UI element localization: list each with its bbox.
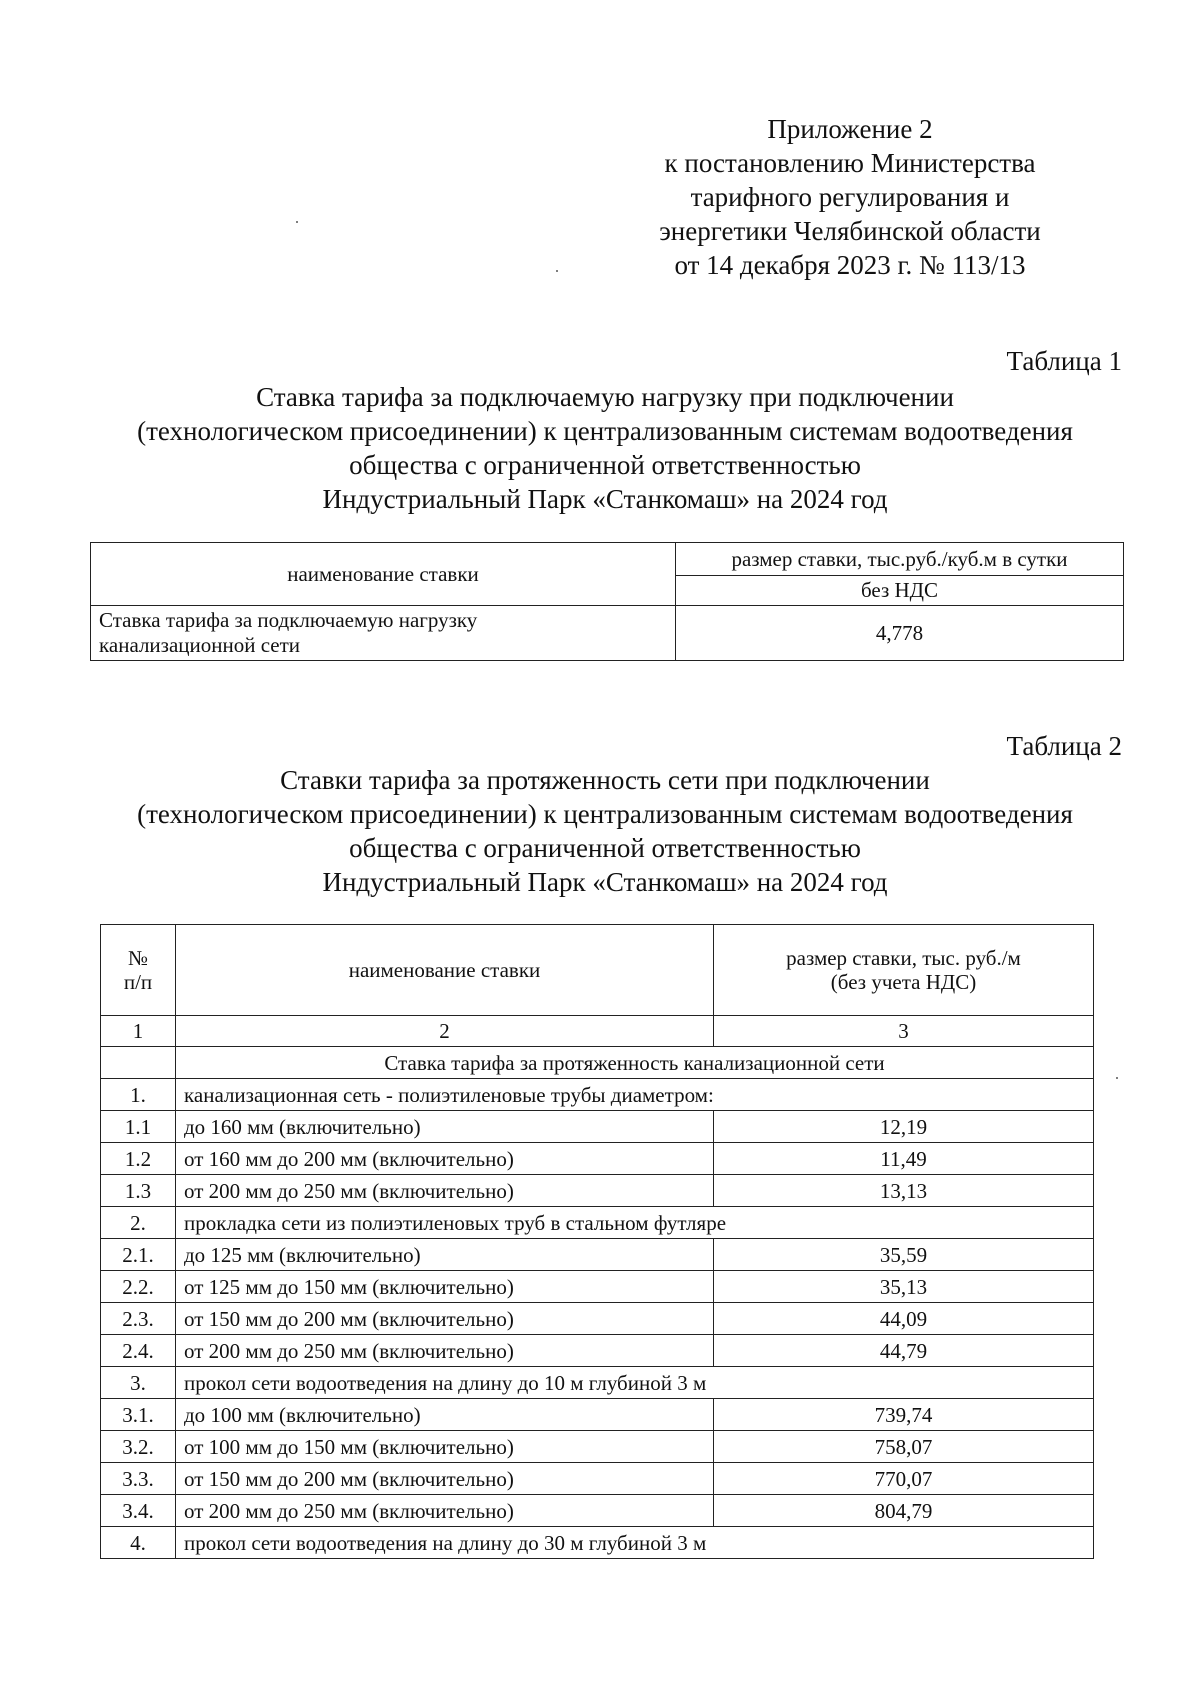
appendix-header xyxy=(640,112,1060,282)
table2-header-size-line: (без учета НДС) xyxy=(830,970,977,994)
row-number: 3.4. xyxy=(101,1495,176,1527)
scan-speck xyxy=(296,221,298,223)
row-number: 2.2. xyxy=(101,1271,176,1303)
row-group-name: прокладка сети из полиэтиленовых труб в стальном футляре xyxy=(176,1207,1094,1239)
table2-colnum: 3 xyxy=(714,1016,1094,1047)
row-value: 804,79 xyxy=(714,1495,1094,1527)
table2-colnum: 2 xyxy=(176,1016,714,1047)
scan-speck xyxy=(1116,1077,1118,1079)
row-value: 739,74 xyxy=(714,1399,1094,1431)
table-row xyxy=(101,1175,1094,1207)
table-row xyxy=(101,1271,1094,1303)
table2-header-size-line: размер ставки, тыс. руб./м xyxy=(786,946,1021,970)
table-row xyxy=(101,1527,1094,1559)
row-value: 13,13 xyxy=(714,1175,1094,1207)
table1-row-name xyxy=(91,606,676,661)
table-row xyxy=(101,1143,1094,1175)
table-row xyxy=(101,1079,1094,1111)
appendix-line: энергетики Челябинской области xyxy=(659,216,1041,246)
row-number: 1.2 xyxy=(101,1143,176,1175)
table1-title xyxy=(80,380,1130,516)
row-name: от 100 мм до 150 мм (включительно) xyxy=(176,1431,714,1463)
row-name: от 200 мм до 250 мм (включительно) xyxy=(176,1335,714,1367)
row-group-name: прокол сети водоотведения на длину до 10 м глубиной 3 м xyxy=(176,1367,1094,1399)
row-value: 770,07 xyxy=(714,1463,1094,1495)
table2-title-line: общества с ограниченной ответственностью xyxy=(349,833,861,863)
row-number: 1.3 xyxy=(101,1175,176,1207)
appendix-line: от 14 декабря 2023 г. № 113/13 xyxy=(674,250,1026,280)
table-row xyxy=(101,1335,1094,1367)
table-row xyxy=(101,1239,1094,1271)
row-number: 2. xyxy=(101,1207,176,1239)
row-name: до 125 мм (включительно) xyxy=(176,1239,714,1271)
table1-header-sub: без НДС xyxy=(676,575,1124,605)
table1 xyxy=(90,542,1124,661)
table-row xyxy=(101,1495,1094,1527)
row-name: от 125 мм до 150 мм (включительно) xyxy=(176,1271,714,1303)
row-name: до 160 мм (включительно) xyxy=(176,1111,714,1143)
row-name: от 160 мм до 200 мм (включительно) xyxy=(176,1143,714,1175)
appendix-line: Приложение 2 xyxy=(767,114,933,144)
table-row xyxy=(101,1399,1094,1431)
appendix-line: тарифного регулирования и xyxy=(690,182,1010,212)
table1-row-name-line: канализационной сети xyxy=(99,633,301,657)
row-value: 758,07 xyxy=(714,1431,1094,1463)
table1-row-name-line: Ставка тарифа за подключаемую нагрузку xyxy=(99,608,478,632)
table2-label: Таблица 2 xyxy=(1006,731,1122,761)
table2-section-title: Ставка тарифа за протяженность канализационной сети xyxy=(176,1047,1094,1079)
table2-title xyxy=(80,763,1130,899)
table2-header-no-line: № xyxy=(127,946,149,970)
row-name: от 150 мм до 200 мм (включительно) xyxy=(176,1463,714,1495)
table2-title-line: (технологическом присоединении) к централизованным системам водоотведения xyxy=(137,799,1073,829)
table1-header-size: размер ставки, тыс.руб./куб.м в сутки xyxy=(676,543,1124,576)
table2-colnum: 1 xyxy=(101,1016,176,1047)
row-number: 3.3. xyxy=(101,1463,176,1495)
row-number: 2.4. xyxy=(101,1335,176,1367)
row-name: от 150 мм до 200 мм (включительно) xyxy=(176,1303,714,1335)
table-row xyxy=(101,1367,1094,1399)
table-row xyxy=(101,1111,1094,1143)
table2 xyxy=(100,924,1094,1559)
row-value: 44,79 xyxy=(714,1335,1094,1367)
row-name: от 200 мм до 250 мм (включительно) xyxy=(176,1495,714,1527)
table2-section-empty xyxy=(101,1047,176,1079)
row-number: 1.1 xyxy=(101,1111,176,1143)
table1-header-name: наименование ставки xyxy=(91,543,676,606)
row-number: 2.1. xyxy=(101,1239,176,1271)
table2-body xyxy=(101,1079,1094,1559)
table2-header-no-line: п/п xyxy=(123,970,153,994)
row-number: 1. xyxy=(101,1079,176,1111)
row-value: 11,49 xyxy=(714,1143,1094,1175)
row-number: 3.1. xyxy=(101,1399,176,1431)
table2-header-size xyxy=(714,925,1094,1016)
row-value: 35,59 xyxy=(714,1239,1094,1271)
row-value: 44,09 xyxy=(714,1303,1094,1335)
appendix-line: к постановлению Министерства xyxy=(664,148,1036,178)
table1-row-value: 4,778 xyxy=(676,606,1124,661)
table1-title-line: общества с ограниченной ответственностью xyxy=(349,450,861,480)
row-group-name: канализационная сеть - полиэтиленовые трубы диаметром: xyxy=(176,1079,1094,1111)
table-row xyxy=(101,1431,1094,1463)
row-number: 3. xyxy=(101,1367,176,1399)
row-value: 35,13 xyxy=(714,1271,1094,1303)
row-number: 3.2. xyxy=(101,1431,176,1463)
row-group-name: прокол сети водоотведения на длину до 30 м глубиной 3 м xyxy=(176,1527,1094,1559)
table2-header-no xyxy=(101,925,176,1016)
table2-title-line: Ставки тарифа за протяженность сети при подключении xyxy=(280,765,930,795)
table1-title-line: (технологическом присоединении) к централизованным системам водоотведения xyxy=(137,416,1073,446)
scan-speck xyxy=(556,270,558,272)
table2-header-name: наименование ставки xyxy=(176,925,714,1016)
table1-title-line: Ставка тарифа за подключаемую нагрузку при подключении xyxy=(256,382,954,412)
row-name: до 100 мм (включительно) xyxy=(176,1399,714,1431)
row-number: 4. xyxy=(101,1527,176,1559)
table-row xyxy=(101,1463,1094,1495)
row-value: 12,19 xyxy=(714,1111,1094,1143)
table-row xyxy=(101,1207,1094,1239)
row-name: от 200 мм до 250 мм (включительно) xyxy=(176,1175,714,1207)
table2-title-line: Индустриальный Парк «Станкомаш» на 2024 год xyxy=(322,867,888,897)
row-number: 2.3. xyxy=(101,1303,176,1335)
table1-label: Таблица 1 xyxy=(1006,346,1122,376)
table1-title-line: Индустриальный Парк «Станкомаш» на 2024 год xyxy=(322,484,888,514)
table-row xyxy=(101,1303,1094,1335)
